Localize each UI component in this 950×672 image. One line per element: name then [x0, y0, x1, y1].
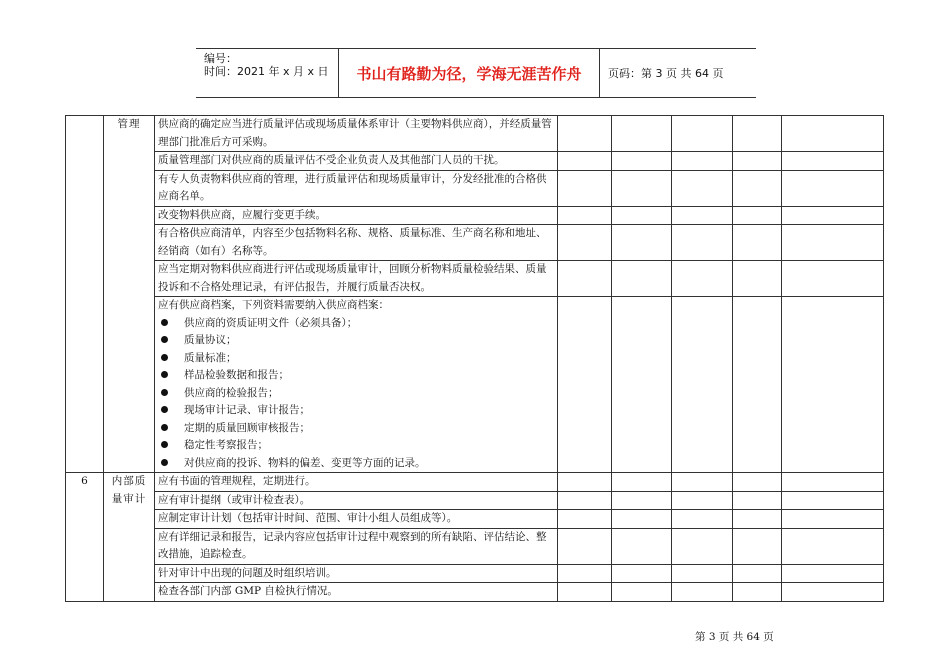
time-label: 时间：2021 年 x 月 x 日 [204, 65, 329, 78]
check-cell [733, 152, 782, 171]
table-row [66, 206, 884, 225]
archive-item: 供应商的资质证明文件（必须具备）； [158, 315, 554, 333]
check-cell [612, 528, 672, 564]
check-cell [733, 116, 782, 152]
table-row [66, 297, 884, 473]
check-cell [733, 510, 782, 529]
section-number: 6 [66, 473, 104, 602]
check-cell [558, 510, 612, 529]
archive-item: 现场审计记录、审计报告； [158, 402, 554, 420]
check-cell [612, 152, 672, 171]
check-cell [612, 225, 672, 261]
table-row [66, 473, 884, 492]
archive-item: 质量协议； [158, 332, 554, 350]
check-cell [782, 510, 884, 529]
section-category: 内部质量审计 [104, 473, 155, 602]
check-cell [558, 583, 612, 602]
table-row [66, 510, 884, 529]
check-cell [782, 206, 884, 225]
archive-intro: 应有供应商档案，下列资料需要纳入供应商档案： [158, 299, 389, 311]
requirement-text: 供应商的确定应当进行质量评估或现场质量体系审计（主要物料供应商），并经质量管理部门批准后方可采购。 [155, 116, 558, 152]
check-cell [782, 583, 884, 602]
requirement-text: 改变物料供应商，应履行变更手续。 [155, 206, 558, 225]
requirement-text: 针对审计中出现的问题及时组织培训。 [155, 564, 558, 583]
requirement-text: 应当定期对物料供应商进行评估或现场质量审计，回顾分析物料质量检验结果、质量投诉和不合格处理记录，有评估报告，并履行质量否决权。 [155, 261, 558, 297]
archive-item: 质量标准； [158, 350, 554, 368]
bullet-icon [161, 424, 168, 431]
check-cell [558, 528, 612, 564]
check-cell [672, 116, 733, 152]
table-row [66, 491, 884, 510]
archive-item: 供应商的检验报告； [158, 385, 554, 403]
check-cell [782, 152, 884, 171]
table-row [66, 261, 884, 297]
check-cell [612, 116, 672, 152]
check-cell [672, 297, 733, 473]
page-footer: 第 3 页 共 64 页 [695, 631, 774, 643]
check-cell [672, 583, 733, 602]
archive-item: 稳定性考察报告； [158, 437, 554, 455]
table-row [66, 152, 884, 171]
motto-text: 书山有路勤为径，学海无涯苦作舟 [356, 64, 582, 83]
requirement-text: 应有书面的管理规程，定期进行。 [155, 473, 558, 492]
check-cell [612, 583, 672, 602]
checklist-table [65, 115, 884, 602]
check-cell [672, 170, 733, 206]
check-cell [672, 528, 733, 564]
bullet-icon [161, 336, 168, 343]
table-row [66, 116, 884, 152]
check-cell [672, 261, 733, 297]
check-cell [612, 297, 672, 473]
bullet-icon [161, 319, 168, 326]
check-cell [782, 261, 884, 297]
check-cell [672, 564, 733, 583]
check-cell [612, 510, 672, 529]
bullet-icon [161, 441, 168, 448]
check-cell [672, 225, 733, 261]
check-cell [612, 261, 672, 297]
bullet-icon [161, 406, 168, 413]
check-cell [558, 297, 612, 473]
table-row [66, 528, 884, 564]
archive-requirement [155, 297, 558, 473]
header-motto-cell [339, 49, 600, 97]
archive-item: 定期的质量回顾审核报告； [158, 420, 554, 438]
check-cell [612, 473, 672, 492]
check-cell [558, 152, 612, 171]
check-cell [672, 510, 733, 529]
check-cell [733, 564, 782, 583]
requirement-text: 应有详细记录和报告，记录内容应包括审计过程中观察到的所有缺陷、评估结论、整改措施，追踪检查。 [155, 528, 558, 564]
requirement-text: 有合格供应商清单，内容至少包括物料名称、规格、质量标准、生产商名称和地址、经销商（如有）名称等。 [155, 225, 558, 261]
header-page-cell [600, 49, 756, 97]
check-cell [558, 473, 612, 492]
check-cell [733, 261, 782, 297]
check-cell [733, 491, 782, 510]
check-cell [733, 170, 782, 206]
check-cell [733, 225, 782, 261]
requirement-text: 应有审计提纲（或审计检查表）。 [155, 491, 558, 510]
number-label: 编号： [204, 52, 237, 65]
check-cell [558, 170, 612, 206]
check-cell [672, 491, 733, 510]
check-cell [782, 225, 884, 261]
check-cell [558, 261, 612, 297]
check-cell [672, 473, 733, 492]
check-cell [558, 116, 612, 152]
section-category: 管理 [104, 116, 155, 473]
check-cell [782, 564, 884, 583]
table-row [66, 225, 884, 261]
check-cell [782, 170, 884, 206]
table-row [66, 170, 884, 206]
requirement-text: 有专人负责物料供应商的管理，进行质量评估和现场质量审计，分发经批准的合格供应商名单。 [155, 170, 558, 206]
check-cell [782, 528, 884, 564]
requirement-text: 应制定审计计划（包括审计时间、范围、审计小组人员组成等）。 [155, 510, 558, 529]
page-header [196, 48, 756, 98]
bullet-icon [161, 459, 168, 466]
check-cell [733, 528, 782, 564]
check-cell [733, 473, 782, 492]
check-cell [733, 206, 782, 225]
check-cell [733, 583, 782, 602]
archive-item: 样品检验数据和报告； [158, 367, 554, 385]
page-code: 页码：第 3 页 共 64 页 [608, 67, 724, 80]
check-cell [782, 491, 884, 510]
table-row [66, 583, 884, 602]
check-cell [558, 206, 612, 225]
check-cell [558, 225, 612, 261]
check-cell [672, 206, 733, 225]
bullet-icon [161, 389, 168, 396]
header-meta-cell [196, 49, 339, 97]
archive-item: 对供应商的投诉、物料的偏差、变更等方面的记录。 [158, 455, 554, 473]
requirement-text: 检查各部门内部 GMP 自检执行情况。 [155, 583, 558, 602]
check-cell [672, 152, 733, 171]
bullet-icon [161, 371, 168, 378]
check-cell [612, 170, 672, 206]
check-cell [612, 564, 672, 583]
check-cell [612, 491, 672, 510]
check-cell [612, 206, 672, 225]
check-cell [558, 564, 612, 583]
requirement-text: 质量管理部门对供应商的质量评估不受企业负责人及其他部门人员的干扰。 [155, 152, 558, 171]
check-cell [782, 297, 884, 473]
check-cell [733, 297, 782, 473]
table-row [66, 564, 884, 583]
section-number [66, 116, 104, 473]
check-cell [782, 473, 884, 492]
check-cell [558, 491, 612, 510]
bullet-icon [161, 354, 168, 361]
check-cell [782, 116, 884, 152]
